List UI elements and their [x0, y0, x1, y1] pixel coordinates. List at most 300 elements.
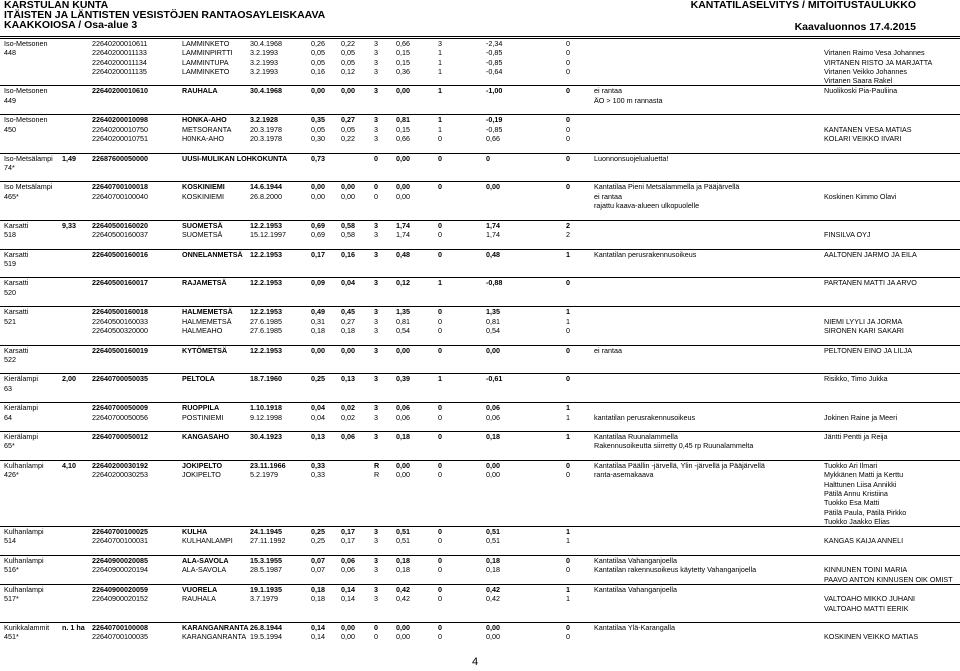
cell-property-id: 22640900020152: [92, 594, 148, 604]
cell-shore-area: 1,49: [62, 153, 76, 163]
cell-category: 3: [374, 115, 378, 125]
cell-lake-name: Kulhanlampi: [4, 527, 44, 537]
table-row: [0, 277, 960, 287]
cell-dimension-value: 0,54: [396, 325, 410, 335]
table-row: [0, 335, 960, 344]
cell-allocated-units: 0: [566, 182, 570, 192]
cell-property-id: 22640200011135: [92, 66, 147, 76]
table-row: [0, 306, 960, 316]
cell-balance: 0,00: [486, 632, 500, 642]
table-row: [0, 604, 960, 613]
cell-property-id: 22640500160017: [92, 278, 148, 288]
cell-registration-date: 26.8.1944: [250, 623, 282, 633]
cell-category: 3: [374, 57, 378, 67]
cell-calc-length: 0,06: [341, 432, 355, 442]
cell-owner: Koskinen Kimmo Olavi: [824, 191, 897, 201]
cell-shore-length: 0,18: [311, 325, 325, 335]
cell-category: 3: [374, 220, 378, 230]
cell-shore-length: 0,31: [311, 316, 325, 326]
cell-dimension-value: 0,00: [396, 632, 410, 642]
cell-shore-length: 0,18: [311, 584, 325, 594]
cell-registration-date: 27.11.1992: [250, 536, 286, 546]
cell-owner: PARTANEN MATTI JA ARVO: [824, 278, 917, 288]
cell-balance: 0,00: [486, 623, 500, 633]
cell-lake-name: 451*: [4, 632, 19, 642]
cell-remark: Luonnonsuojelualuetta!: [594, 153, 669, 163]
cell-dimension-value: 0,42: [396, 584, 410, 594]
cell-remark: Kantatilaa Pieni Metsälammella ja Pääjärvellä: [594, 182, 740, 192]
cell-dimension-value: 0,18: [396, 432, 410, 442]
table-row: [0, 268, 960, 277]
cell-balance: 0,06: [486, 412, 500, 422]
cell-registration-date: 9.12.1998: [250, 412, 282, 422]
table-row: [0, 355, 960, 364]
cell-lake-name: Kulhanlampi: [4, 584, 44, 594]
cell-registration-date: 27.6.1985: [250, 316, 282, 326]
cell-built-count: 0: [438, 220, 442, 230]
cell-registration-date: 30.4.1968: [250, 86, 282, 96]
table-row: [0, 76, 960, 85]
cell-shore-length: 0,14: [311, 623, 325, 633]
table-row: [0, 249, 960, 259]
cell-dimension-value: 0,00: [396, 623, 410, 633]
cell-dimension-value: 0,42: [396, 594, 410, 604]
cell-calc-length: 0,00: [341, 623, 355, 633]
cell-owner: VALTOAHO MATTI EERIK: [824, 603, 909, 613]
cell-dimension-value: 0,66: [396, 133, 410, 143]
cell-dimension-value: 0,66: [396, 39, 410, 48]
cell-property-name: ONNELANMETSÄ: [182, 249, 243, 259]
cell-built-count: 0: [438, 345, 442, 355]
cell-property-name: HALMEAHO: [182, 325, 223, 335]
cell-dimension-value: 0,00: [396, 470, 410, 480]
cell-allocated-units: 0: [566, 565, 570, 575]
cell-allocated-units: 0: [566, 278, 570, 288]
cell-calc-length: 0,17: [341, 527, 355, 537]
cell-property-name: UUSI-MULIKAN LOHKOKUNTA: [182, 153, 288, 163]
cell-shore-length: 0,00: [311, 345, 325, 355]
cell-calc-length: 0,22: [341, 39, 355, 48]
cell-calc-length: 0,02: [341, 412, 355, 422]
table-row: [0, 384, 960, 393]
cell-owner: FINSILVA OYJ: [824, 229, 871, 239]
cell-allocated-units: 0: [566, 66, 570, 76]
table-row: [0, 345, 960, 355]
cell-property-id: 22640700050009: [92, 403, 148, 413]
table-row: [0, 153, 960, 163]
cell-balance: 0,51: [486, 527, 500, 537]
cell-calc-length: 0,45: [341, 307, 355, 317]
cell-allocated-units: 1: [566, 249, 570, 259]
cell-shore-length: 0,25: [311, 374, 325, 384]
cell-built-count: 0: [438, 307, 442, 317]
cell-owner: Nuolikoski Pia-Pauliina: [824, 86, 898, 96]
cell-registration-date: 23.11.1966: [250, 461, 286, 471]
table-row: [0, 230, 960, 239]
cell-shore-length: 0,14: [311, 632, 325, 642]
cell-allocated-units: 1: [566, 584, 570, 594]
cell-balance: 0,00: [486, 470, 500, 480]
header-rule: [0, 36, 960, 37]
cell-lake-name: 518: [4, 229, 16, 239]
document-date: Kaavaluonnos 17.4.2015: [794, 21, 916, 33]
cell-built-count: 0: [438, 229, 442, 239]
cell-property-name: LAMMINPIRTTI: [182, 48, 233, 58]
cell-balance: 0,54: [486, 325, 500, 335]
cell-category: 3: [374, 278, 378, 288]
cell-category: 3: [374, 39, 378, 48]
cell-property-name: HALMEMETSÄ: [182, 307, 233, 317]
table-row: [0, 114, 960, 124]
cell-lake-name: Kierälampi: [4, 374, 38, 384]
cell-built-count: 0: [438, 133, 442, 143]
cell-lake-name: 522: [4, 354, 16, 364]
cell-registration-date: 19.1.1935: [250, 584, 282, 594]
table-row: [0, 297, 960, 306]
table-row: [0, 259, 960, 268]
cell-owner: Pätilä Annu Kristiina: [824, 488, 888, 498]
cell-category: 3: [374, 345, 378, 355]
table-row: [0, 555, 960, 565]
cell-lake-name: Karsatti: [4, 220, 29, 230]
cell-owner: Tuokko Jaakko Elias: [824, 516, 890, 526]
cell-allocated-units: 0: [566, 57, 570, 67]
cell-property-id: 22640200011133: [92, 48, 147, 58]
cell-registration-date: 28.5.1987: [250, 565, 282, 575]
cell-property-id: 22640200010610: [92, 86, 148, 96]
cell-balance: 0,48: [486, 249, 500, 259]
cell-calc-length: 0,00: [341, 191, 355, 201]
table-row: [0, 489, 960, 498]
cell-category: 3: [374, 432, 378, 442]
cell-calc-length: 0,00: [341, 86, 355, 96]
cell-balance: 0,42: [486, 594, 500, 604]
cell-property-id: 22640900020059: [92, 584, 148, 594]
cell-shore-length: 0,18: [311, 594, 325, 604]
cell-property-name: KARANGANRANTA: [182, 632, 247, 642]
cell-allocated-units: 0: [566, 470, 570, 480]
cell-balance: 0,06: [486, 403, 500, 413]
cell-shore-length: 0,09: [311, 278, 325, 288]
cell-registration-date: 5.2.1979: [250, 470, 278, 480]
table-row: [0, 48, 960, 57]
cell-built-count: 0: [438, 325, 442, 335]
table-row: [0, 172, 960, 181]
table-row: [0, 134, 960, 143]
cell-registration-date: 3.2.1993: [250, 66, 278, 76]
cell-property-id: 22640200011134: [92, 57, 147, 67]
cell-owner: VIRTANEN RISTO JA MARJATTA: [824, 57, 933, 67]
cell-remark: ranta-asemakaava: [594, 470, 654, 480]
cell-remark: Kantatilaa Vahanganjoella: [594, 584, 677, 594]
cell-built-count: 0: [438, 249, 442, 259]
cell-calc-length: 0,00: [341, 632, 355, 642]
cell-dimension-value: 0,00: [396, 182, 410, 192]
cell-built-count: 1: [438, 48, 442, 58]
table-row: [0, 210, 960, 219]
cell-lake-name: Kulhanlampi: [4, 556, 44, 566]
cell-registration-date: 12.2.1953: [250, 220, 282, 230]
cell-dimension-value: 1,35: [396, 307, 410, 317]
cell-property-id: 22640700100025: [92, 527, 148, 537]
parcel-table: [0, 38, 960, 642]
cell-property-name: HALMEMETSÄ: [182, 316, 232, 326]
cell-dimension-value: 0,00: [396, 345, 410, 355]
cell-category: 3: [374, 133, 378, 143]
cell-balance: 1,74: [486, 229, 500, 239]
cell-built-count: 1: [438, 66, 442, 76]
table-row: [0, 181, 960, 191]
cell-property-name: LAMMINKETO: [182, 39, 230, 48]
cell-category: 3: [374, 249, 378, 259]
cell-property-name: KOSKINIEMI: [182, 191, 224, 201]
table-row: [0, 58, 960, 67]
cell-owner: AALTONEN JARMO JA EILA: [824, 249, 917, 259]
cell-category: 3: [374, 48, 378, 58]
cell-remark: Kantatilaa Päällin -järvellä, Ylin -järvellä ja Pääjärvellä: [594, 461, 765, 471]
cell-remark: Kantatilan perusrakennusoikeus: [594, 249, 697, 259]
cell-allocated-units: 1: [566, 432, 570, 442]
table-row: [0, 125, 960, 134]
table-row: [0, 594, 960, 603]
cell-lake-name: 448: [4, 48, 16, 58]
cell-property-name: ALA-SAVOLA: [182, 556, 229, 566]
cell-owner: KANGAS KAIJA ANNELI: [824, 536, 904, 546]
cell-built-count: 0: [438, 470, 442, 480]
cell-property-id: 22640200010750: [92, 124, 148, 134]
cell-property-id: 22640200010611: [92, 39, 148, 48]
cell-category: 3: [374, 374, 378, 384]
cell-built-count: 0: [438, 153, 442, 163]
cell-built-count: 0: [438, 623, 442, 633]
cell-calc-length: 0,00: [341, 345, 355, 355]
cell-dimension-value: 0,48: [396, 249, 410, 259]
cell-property-name: JOKIPELTO: [182, 470, 221, 480]
cell-built-count: 1: [438, 57, 442, 67]
plan-title: ITÄISTEN JA LÄNTISTEN VESISTÖJEN RANTAOSAYLEISKAAVA: [4, 9, 326, 21]
cell-lake-name: 514: [4, 536, 16, 546]
cell-shore-length: 0,69: [311, 220, 325, 230]
cell-built-count: 0: [438, 412, 442, 422]
table-row: [0, 584, 960, 594]
table-row: [0, 239, 960, 248]
cell-owner: NIEMI LYYLI JA JORMA: [824, 316, 903, 326]
cell-allocated-units: 1: [566, 307, 570, 317]
cell-property-id: 22640500160019: [92, 345, 148, 355]
table-row: [0, 85, 960, 95]
cell-property-name: RUOPPILA: [182, 403, 220, 413]
cell-shore-length: 0,00: [311, 182, 325, 192]
cell-remark: Kantatilaa Ruunalammella: [594, 432, 678, 442]
cell-balance: -2,34: [486, 39, 503, 48]
cell-property-id: 22640700050035: [92, 374, 148, 384]
cell-balance: -0,64: [486, 66, 503, 76]
cell-category: 3: [374, 307, 378, 317]
cell-lake-name: 63: [4, 383, 12, 393]
cell-lake-name: 65*: [4, 441, 15, 451]
cell-dimension-value: 0,81: [396, 115, 410, 125]
cell-owner: Risikko, Timo Jukka: [824, 374, 888, 384]
cell-registration-date: 15.3.1955: [250, 556, 282, 566]
cell-allocated-units: 2: [566, 229, 570, 239]
table-row: [0, 526, 960, 536]
cell-lake-name: Karsatti: [4, 345, 29, 355]
cell-lake-name: 74*: [4, 162, 15, 172]
cell-dimension-value: 1,74: [396, 229, 410, 239]
cell-registration-date: 3.2.1993: [250, 48, 278, 58]
table-row: [0, 105, 960, 114]
cell-balance: 0,00: [486, 182, 500, 192]
cell-shore-length: 0,17: [311, 249, 325, 259]
table-row: [0, 565, 960, 574]
cell-allocated-units: 1: [566, 594, 570, 604]
table-row: [0, 288, 960, 297]
cell-registration-date: 12.2.1953: [250, 249, 282, 259]
cell-lake-name: 520: [4, 287, 16, 297]
cell-allocated-units: 1: [566, 316, 570, 326]
page-number: 4: [472, 656, 479, 668]
cell-property-id: 22640900020085: [92, 556, 148, 566]
cell-category: 3: [374, 565, 378, 575]
table-row: [0, 364, 960, 373]
cell-built-count: 0: [438, 594, 442, 604]
cell-shore-length: 0,07: [311, 565, 325, 575]
cell-built-count: 0: [438, 632, 442, 642]
cell-registration-date: 19.5.1994: [250, 632, 282, 642]
cell-calc-length: 0,14: [341, 584, 355, 594]
cell-allocated-units: 1: [566, 536, 570, 546]
cell-owner: Jäntti Pentti ja Reija: [824, 432, 888, 442]
cell-category: 3: [374, 325, 378, 335]
cell-registration-date: 3.2.1993: [250, 57, 278, 67]
cell-balance: 1,74: [486, 220, 500, 230]
cell-lake-name: Kierälampi: [4, 403, 38, 413]
cell-category: 3: [374, 594, 378, 604]
area-name: KAAKKOIOSA / Osa-alue 3: [4, 19, 138, 31]
cell-remark: ÄO > 100 m rannasta: [594, 95, 663, 105]
cell-built-count: 0: [438, 403, 442, 413]
cell-property-id: 22640900020194: [92, 565, 148, 575]
table-row: [0, 451, 960, 460]
cell-balance: -0,85: [486, 124, 503, 134]
page-header: [0, 0, 960, 38]
cell-shore-area: n. 1 ha: [62, 623, 85, 633]
cell-shore-length: 0,35: [311, 115, 325, 125]
cell-built-count: 1: [438, 124, 442, 134]
cell-property-name: ALA-SAVOLA: [182, 565, 227, 575]
cell-allocated-units: 0: [566, 325, 570, 335]
cell-lake-name: 521: [4, 316, 16, 326]
cell-property-name: RAUHALA: [182, 86, 218, 96]
cell-balance: 0: [486, 153, 490, 163]
cell-property-id: 22640200030253: [92, 470, 148, 480]
cell-category: 3: [374, 403, 378, 413]
cell-balance: -0,19: [486, 115, 503, 125]
cell-shore-length: 0,00: [311, 86, 325, 96]
cell-category: 3: [374, 536, 378, 546]
cell-balance: 0,51: [486, 536, 500, 546]
table-row: [0, 393, 960, 402]
cell-property-id: 22640700100035: [92, 632, 148, 642]
cell-allocated-units: 0: [566, 86, 570, 96]
cell-allocated-units: 1: [566, 527, 570, 537]
cell-shore-length: 0,04: [311, 403, 325, 413]
table-row: [0, 413, 960, 422]
cell-property-name: SUOMETSÄ: [182, 220, 223, 230]
cell-allocated-units: 1: [566, 403, 570, 413]
table-row: [0, 622, 960, 632]
cell-owner: KANTANEN VESA MATIAS: [824, 124, 912, 134]
cell-property-name: H0NKA-AHO: [182, 133, 224, 143]
cell-property-name: POSTINIEMI: [182, 412, 224, 422]
cell-owner: Virtanen Saara Rakel: [824, 76, 893, 86]
cell-dimension-value: 0,51: [396, 527, 410, 537]
cell-shore-length: 0,73: [311, 153, 325, 163]
cell-allocated-units: 0: [566, 556, 570, 566]
cell-lake-name: Karsatti: [4, 278, 29, 288]
cell-balance: -0,61: [486, 374, 503, 384]
cell-owner: KINNUNEN TOINI MARIA: [824, 565, 908, 575]
table-row: [0, 67, 960, 76]
cell-property-name: LAMMINKETO: [182, 66, 230, 76]
cell-registration-date: 12.2.1953: [250, 345, 282, 355]
document-title: KANTATILASELVITYS / MITOITUSTAULUKKO: [690, 0, 916, 11]
cell-allocated-units: 2: [566, 220, 570, 230]
cell-calc-length: 0,05: [341, 57, 355, 67]
table-row: [0, 431, 960, 441]
cell-category: 3: [374, 229, 378, 239]
cell-dimension-value: 0,00: [396, 86, 410, 96]
table-row: [0, 326, 960, 335]
cell-owner: Halttunen Liisa Annikki: [824, 479, 897, 489]
cell-remark: kantatilan perusrakennusoikeus: [594, 412, 696, 422]
cell-owner: VALTOAHO MIKKO JUHANI: [824, 594, 916, 604]
cell-shore-area: 4,10: [62, 461, 76, 471]
cell-category: 3: [374, 124, 378, 134]
cell-calc-length: 0,06: [341, 556, 355, 566]
cell-calc-length: 0,14: [341, 594, 355, 604]
cell-allocated-units: 0: [566, 124, 570, 134]
cell-calc-length: 0,58: [341, 229, 355, 239]
cell-built-count: 0: [438, 316, 442, 326]
cell-calc-length: 0,16: [341, 249, 355, 259]
cell-lake-name: 519: [4, 258, 16, 268]
cell-property-name: KANGASAHO: [182, 432, 230, 442]
cell-balance: -1,00: [486, 86, 503, 96]
cell-allocated-units: 0: [566, 48, 570, 58]
cell-dimension-value: 1,74: [396, 220, 410, 230]
cell-lake-name: Kulhanlampi: [4, 461, 44, 471]
cell-calc-length: 0,27: [341, 115, 355, 125]
cell-calc-length: 0,00: [341, 182, 355, 192]
cell-built-count: 1: [438, 86, 442, 96]
cell-built-count: 0: [438, 461, 442, 471]
cell-category: 3: [374, 412, 378, 422]
cell-calc-length: 0,02: [341, 403, 355, 413]
cell-property-id: 22640200030192: [92, 461, 148, 471]
cell-registration-date: 20.3.1978: [250, 124, 282, 134]
cell-lake-name: Karsatti: [4, 307, 29, 317]
cell-property-id: 22640500160037: [92, 229, 148, 239]
table-row: [0, 317, 960, 326]
cell-balance: 0,81: [486, 316, 500, 326]
table-row: [0, 546, 960, 555]
cell-balance: 0,18: [486, 565, 500, 575]
cell-owner: Tuokko Ari Ilmari: [824, 461, 878, 471]
cell-property-name: PELTOLA: [182, 374, 215, 384]
cell-dimension-value: 0,18: [396, 565, 410, 575]
cell-category: R: [374, 470, 380, 480]
